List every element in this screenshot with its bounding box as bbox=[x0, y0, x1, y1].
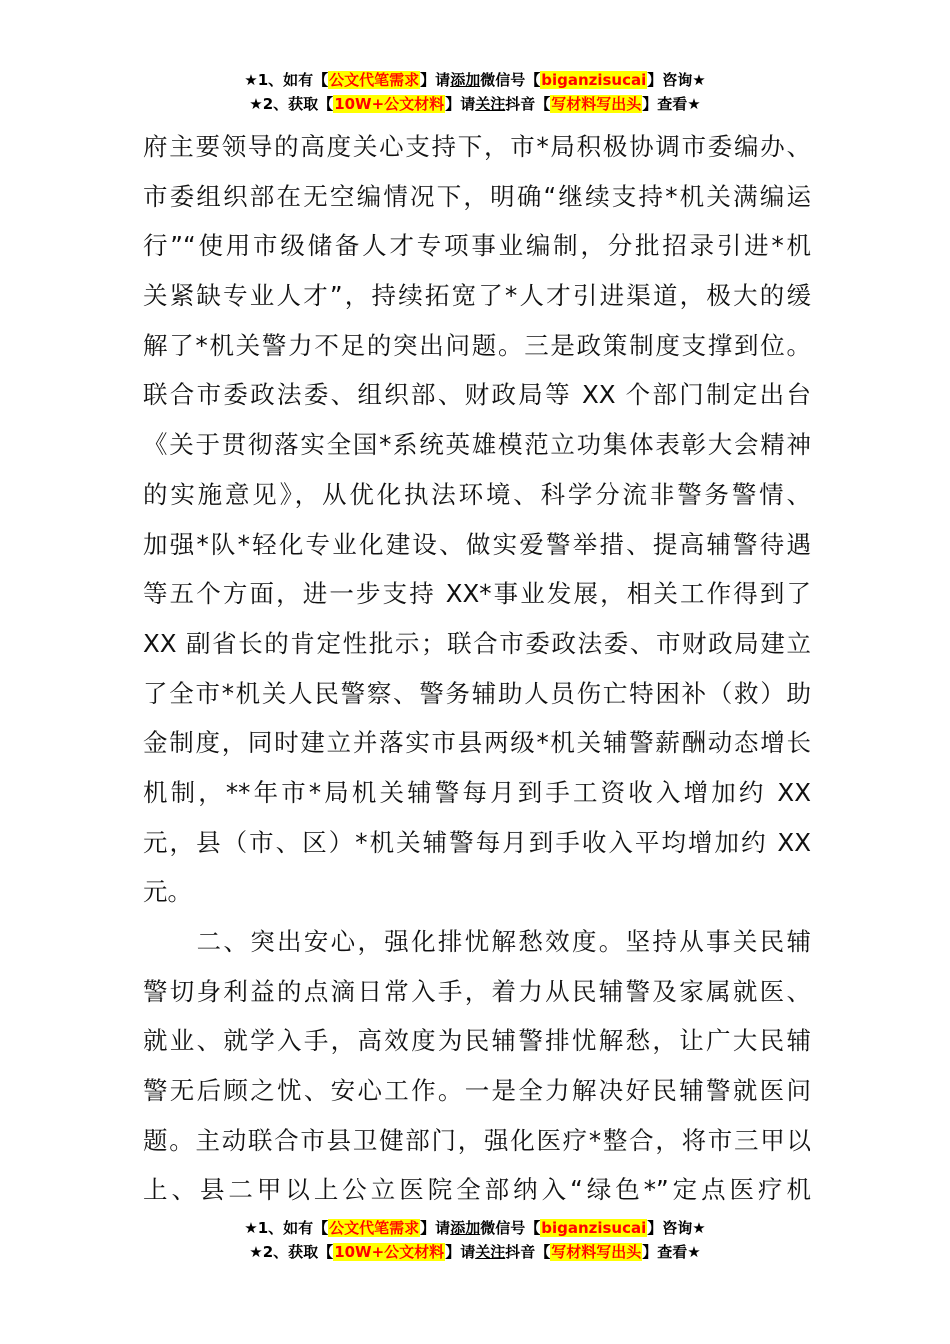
body-line: 解了*机关警力不足的突出问题。三是政策制度支撑到位。 bbox=[143, 330, 811, 360]
banner-underlined-text: 添加 bbox=[450, 71, 481, 89]
banner-text: 】请 bbox=[445, 95, 476, 113]
body-line: 元。 bbox=[143, 877, 192, 907]
banner-text: ★1、如有【 bbox=[244, 1219, 329, 1237]
banner-highlight: 10W+公文材料 bbox=[334, 1243, 445, 1261]
body-line: 上、县二甲以上公立医院全部纳入“绿色*”定点医疗机 bbox=[143, 1175, 811, 1205]
body-line: 警无后顾之忧、安心工作。一是全力解决好民辅警就医问 bbox=[143, 1076, 811, 1106]
body-line: 的实施意见》，从优化执法环境、科学分流非警务警情、 bbox=[143, 479, 811, 509]
body-line: 联合市委政法委、组织部、财政局等 XX 个部门制定出台 bbox=[143, 380, 811, 410]
banner-text: 】咨询★ bbox=[647, 71, 706, 89]
banner-highlight: biganzisucai bbox=[541, 71, 647, 89]
body-line: 府主要领导的高度关心支持下，市*局积极协调市委编办、 bbox=[143, 132, 811, 161]
banner-underlined-text: 关注 bbox=[475, 1243, 506, 1261]
body-line: 加强*队*轻化专业化建设、做实爱警举措、提高辅警待遇 bbox=[143, 529, 811, 559]
banner-line-1 bbox=[0, 1216, 950, 1240]
banner-highlight: 写材料写出头 bbox=[551, 95, 642, 113]
body-line: 金制度，同时建立并落实市县两级*机关辅警薪酬动态增长 bbox=[143, 728, 811, 758]
banner-underlined-text: 添加 bbox=[450, 1219, 481, 1237]
body-line: 《关于贯彻落实全国*系统英雄模范立功集体表彰大会精神 bbox=[143, 430, 811, 460]
body-line: 市委组织部在无空编情况下，明确“继续支持*机关满编运 bbox=[143, 181, 811, 211]
banner-text: 微信号【 bbox=[480, 1219, 541, 1237]
body-line: 元，县（市、区）*机关辅警每月到手收入平均增加约 XX bbox=[143, 827, 811, 857]
header-banner bbox=[0, 68, 950, 116]
banner-text: 微信号【 bbox=[480, 71, 541, 89]
banner-text: 抖音【 bbox=[505, 1243, 551, 1261]
body-line: 行”“使用市级储备人才专项事业编制，分批招录引进*机 bbox=[143, 231, 811, 261]
body-line: XX 副省长的肯定性批示；联合市委政法委、市财政局建立 bbox=[143, 628, 811, 658]
banner-text: 】请 bbox=[445, 1243, 476, 1261]
banner-text: 】查看★ bbox=[642, 1243, 701, 1261]
banner-line-2 bbox=[0, 92, 950, 116]
body-line: 了全市*机关人民警察、警务辅助人员伤亡特困补（救）助 bbox=[143, 678, 811, 708]
banner-text: 抖音【 bbox=[505, 95, 551, 113]
body-line: 题。主动联合市县卫健部门，强化医疗*整合，将市三甲以 bbox=[143, 1125, 811, 1155]
banner-text: 】查看★ bbox=[642, 95, 701, 113]
banner-text: ★1、如有【 bbox=[244, 71, 329, 89]
banner-text: 】咨询★ bbox=[647, 1219, 706, 1237]
body-line: 关紧缺专业人才”，持续拓宽了*人才引进渠道，极大的缓 bbox=[143, 281, 811, 311]
banner-line-2 bbox=[0, 1240, 950, 1264]
body-line: 警切身利益的点滴日常入手，着力从民辅警及家属就医、 bbox=[143, 976, 811, 1006]
banner-highlight: 公文代笔需求 bbox=[329, 1219, 420, 1237]
banner-text: 】请 bbox=[420, 1219, 451, 1237]
body-line: 就业、就学入手，高效度为民辅警排忧解愁，让广大民辅 bbox=[143, 1026, 811, 1056]
banner-text: 】请 bbox=[420, 71, 451, 89]
banner-highlight: 10W+公文材料 bbox=[334, 95, 445, 113]
banner-text: ★2、获取【 bbox=[249, 1243, 334, 1261]
banner-highlight: 公文代笔需求 bbox=[329, 71, 420, 89]
banner-underlined-text: 关注 bbox=[475, 95, 506, 113]
body-line: 二、突出安心，强化排忧解愁效度。坚持从事关民辅 bbox=[143, 927, 811, 956]
body-line: 机制，**年市*局机关辅警每月到手工资收入增加约 XX bbox=[143, 777, 811, 807]
document-body bbox=[143, 122, 811, 1215]
banner-highlight: biganzisucai bbox=[541, 1219, 647, 1237]
banner-line-1 bbox=[0, 68, 950, 92]
body-line: 等五个方面，进一步支持 XX*事业发展，相关工作得到了 bbox=[143, 579, 811, 609]
footer-banner bbox=[0, 1216, 950, 1264]
banner-highlight: 写材料写出头 bbox=[551, 1243, 642, 1261]
banner-text: ★2、获取【 bbox=[249, 95, 334, 113]
